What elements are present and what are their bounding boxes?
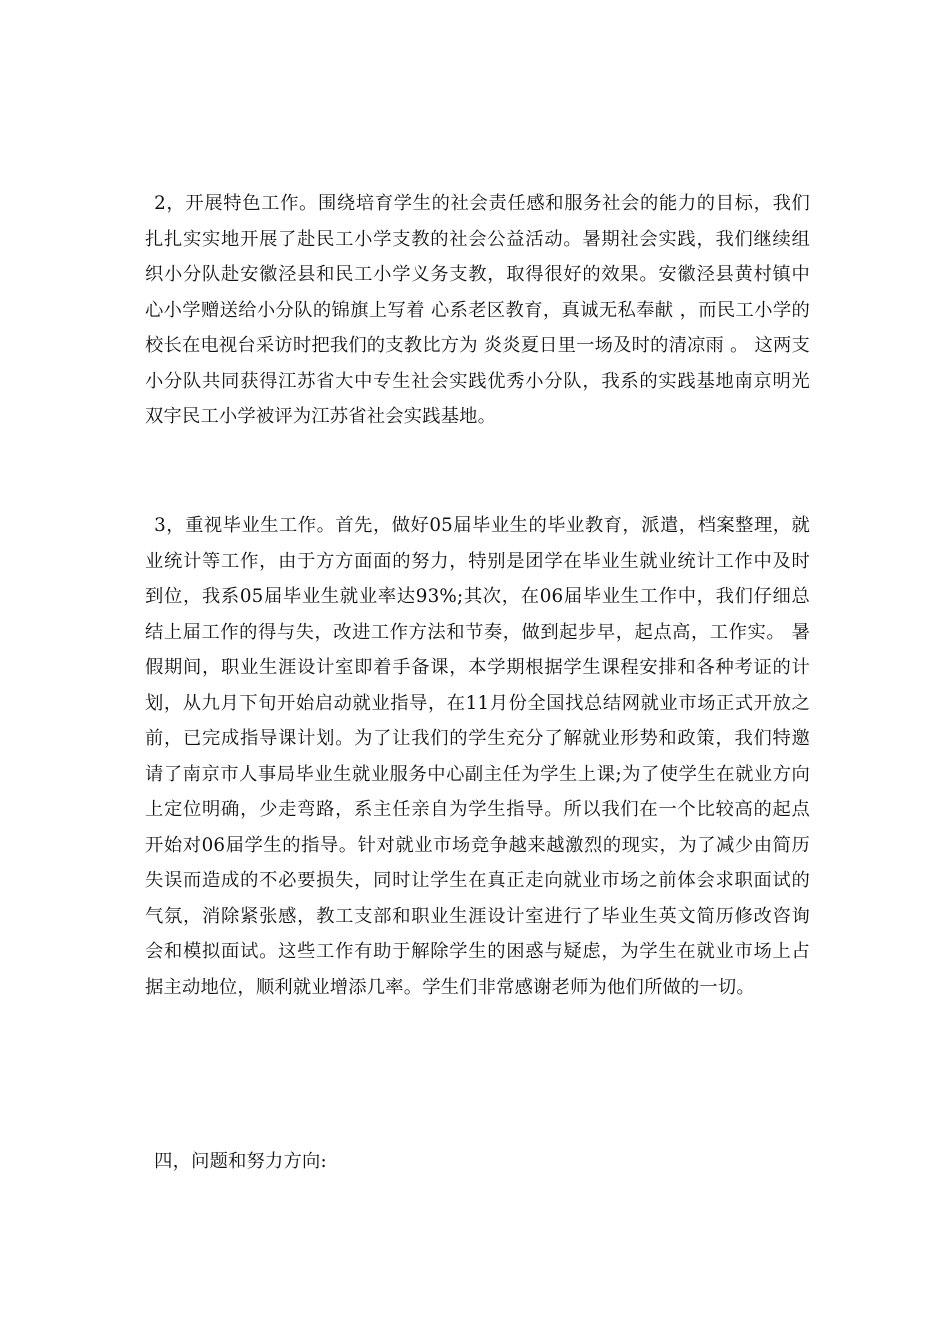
- paragraph-graduate-work: 3，重视毕业生工作。首先，做好05届毕业生的毕业教育，派遣，档案整理，就业统计等工作，由于方方面面的努力，特别是团学在毕业生就业统计工作中及时到位，我系05届毕业生就业率达93%;其次，在06届毕业生工作中，我们仔细总结上届工作的得与失，改进工作方法和节奏，做到起步早，起点高，工作实。 暑假期间，职业生涯设计室即着手备课，本学期根据学生课程安排和各种考证的计划，从九月下旬开始启动就业指导，在11月份全国找总结网就业市场正式开放之前，已完成指导课计划。为了让我们的学生充分了解就业形势和政策，我们特邀请了南京市人事局毕业生就业服务中心副主任为学生上课;为了使学生在就业方向上定位明确，少走弯路，系主任亲自为学生指导。所以我们在一个比较高的起点开始对06届学生的指导。针对就业市场竞争越来越激烈的现实，为了减少由简历失误而造成的不必要损失，同时让学生在真正走向就业市场之前体会求职面试的气氛，消除紧张感，教工支部和职业生涯设计室进行了毕业生英文简历修改咨询会和模拟面试。这些工作有助于解除学生的困惑与疑虑，为学生在就业市场上占据主动地位，顺利就业增添几率。学生们非常感谢老师为他们所做的一切。: [145, 515, 810, 998]
- paragraph-special-work: 2，开展特色工作。围绕培育学生的社会责任感和服务社会的能力的目标，我们扎扎实实地开展了赴民工小学支教的社会公益活动。暑期社会实践，我们继续组织小分队赴安徽泾县和民工小学义务支教，取得很好的效果。安徽泾县黄村镇中心小学赠送给小分队的锦旗上写着 心系老区教育，真诚无私奉献 ，而民工小学的校长在电视台采访时把我们的支教比方为 炎炎夏日里一场及时的清凉雨 。 这两支小分队共同获得江苏省大中专生社会实践优秀小分队，我系的实践基地南京明光双宇民工小学被评为江苏省社会实践基地。: [145, 193, 810, 427]
- section-heading-problems: 四，问题和努力方向:: [154, 1151, 327, 1172]
